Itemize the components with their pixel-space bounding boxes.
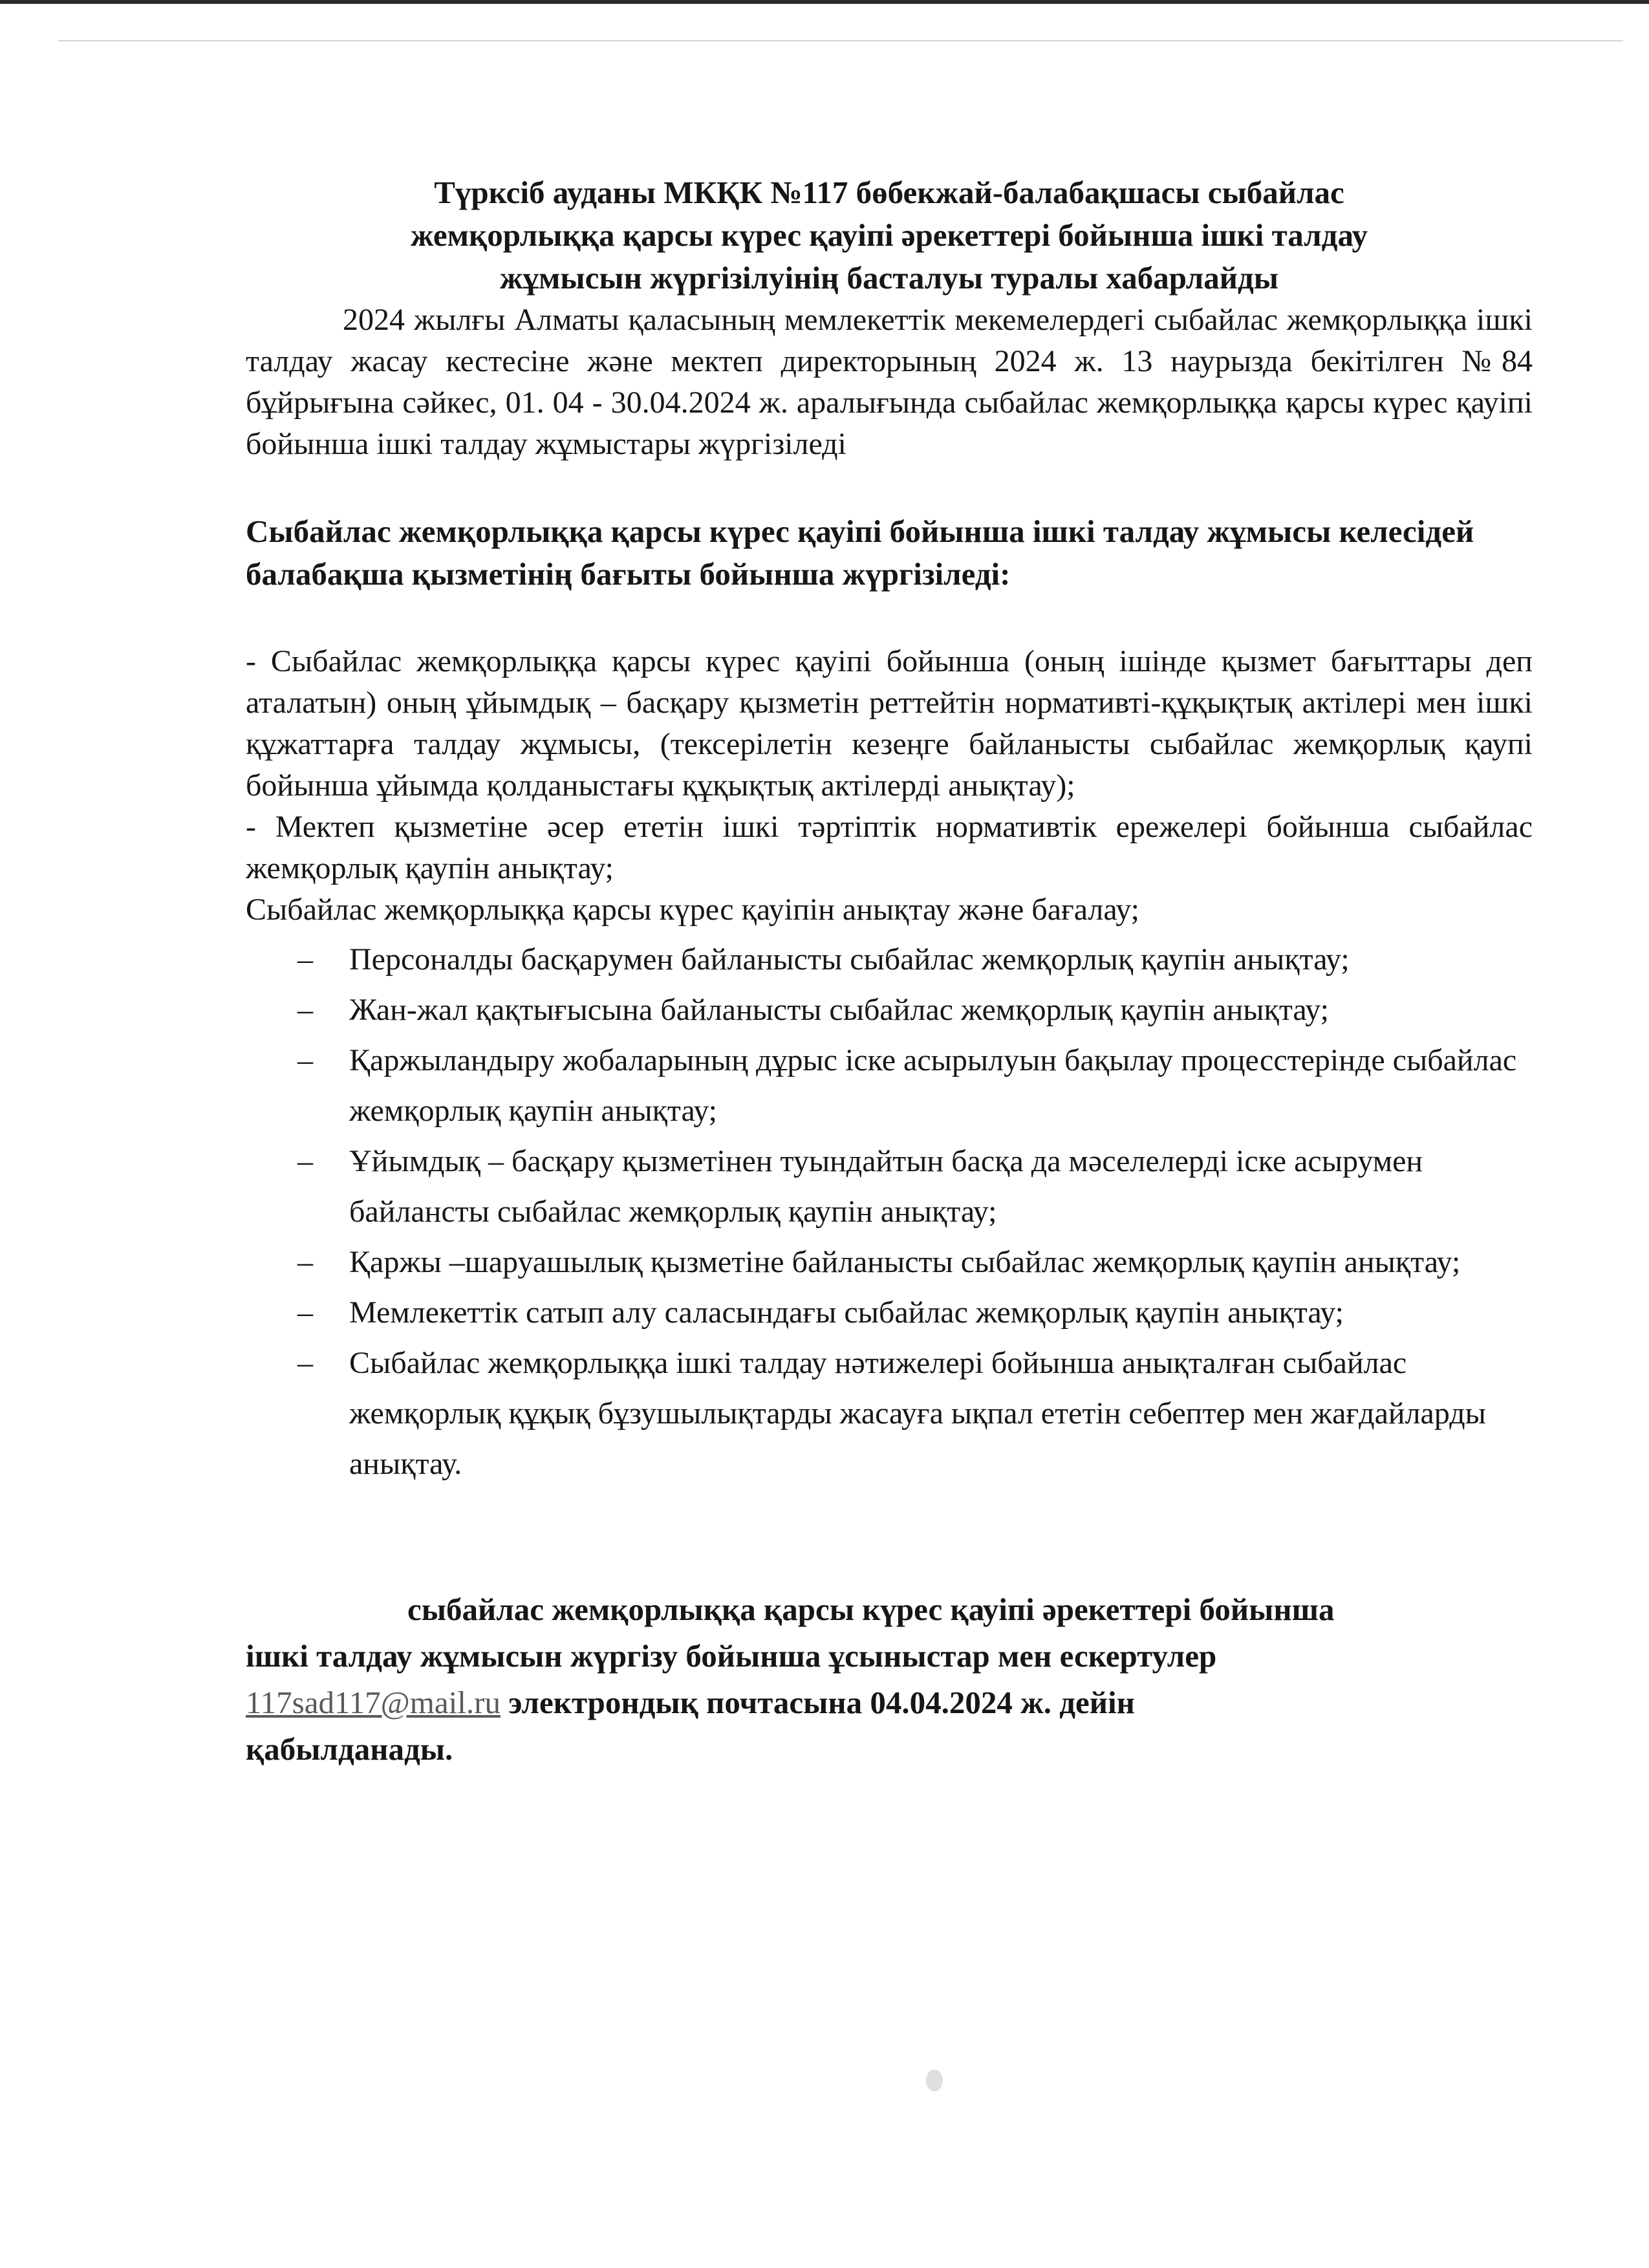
- risk-sub-list: [246, 934, 1533, 1489]
- analysis-item-1: - Сыбайлас жемқорлыққа қарсы күрес қауіпі бойынша (оның ішінде қызмет бағыттары деп аталатын) оның ұйымдық – басқару қызметін реттейтін нормативті-құқықтық актілері мен ішкі құжаттарға талдау жұмысы, (тексерілетін кезеңге байланысты сыбайлас жемқорлық қаупі бойынша ұйымда қолданыстағы құқықтық актілерді анықтау);: [246, 644, 1533, 803]
- title-line-3: жұмысын жүргізілуінің басталуы туралы хабарлайды: [499, 260, 1279, 296]
- dash-bullet: –: [297, 942, 313, 977]
- footer-line-4: қабылданады.: [246, 1731, 453, 1767]
- footer-line-2: ішкі талдау жұмысын жүргізу бойынша ұсыныстар мен ескертулер: [246, 1638, 1217, 1674]
- footer-notice: [246, 1586, 1533, 1773]
- analysis-items: [246, 641, 1533, 1489]
- sub-list-item: [297, 1136, 1533, 1237]
- intro-paragraph: 2024 жылғы Алматы қаласының мемлекеттік мекемелердегі сыбайлас жемқорлыққа ішкі талдау жасау кестесіне және мектеп директорының 2024 ж. 13 наурызда бекітілген №84 бұйрығына сәйкес, 01. 04 - 30.04.2024 ж. аралығында сыбайлас жемқорлыққа қарсы күрес қауіпі бойынша ішкі талдау жұмыстары жүргізіледі: [246, 303, 1533, 461]
- dash-bullet: –: [297, 993, 313, 1027]
- sub-list-item: [297, 985, 1533, 1035]
- scan-speck: [926, 2069, 943, 2091]
- analysis-item-3: Сыбайлас жемқорлыққа қарсы күрес қауіпін анықтау және бағалау;: [246, 892, 1139, 927]
- email-link[interactable]: 117sad117@mail.ru: [246, 1685, 501, 1720]
- sub-list-item: [297, 1035, 1533, 1136]
- footer-line-1: сыбайлас жемқорлыққа қарсы күрес қауіпі әрекеттері бойынша: [407, 1592, 1335, 1627]
- sub-item-text: Қаржы –шаруашылық қызметіне байланысты сыбайлас жемқорлық қаупін анықтау;: [349, 1245, 1461, 1279]
- section-heading: Сыбайлас жемқорлыққа қарсы күрес қауіпі бойынша ішкі талдау жұмысы келесідей балабақша қызметінің бағыты бойынша жүргізіледі:: [246, 513, 1474, 592]
- scan-line: [58, 40, 1623, 41]
- sub-item-text: Сыбайлас жемқорлыққа ішкі талдау нәтижелері бойынша анықталған сыбайлас жемқорлық құқық бұзушылықтарды жасауға ықпал ететін себептер мен жағдайларды анықтау.: [349, 1346, 1486, 1481]
- document-title: [246, 171, 1533, 299]
- sub-item-text: Мемлекеттік сатып алу саласындағы сыбайлас жемқорлық қаупін анықтау;: [349, 1295, 1344, 1330]
- title-line-2: жемқорлыққа қарсы күрес қауіпі әрекеттері бойынша ішкі талдау: [411, 217, 1368, 253]
- dash-bullet: –: [297, 1295, 313, 1330]
- scan-edge-top: [0, 0, 1649, 4]
- sub-list-item: [297, 1288, 1533, 1338]
- sub-list-item: [297, 1338, 1533, 1489]
- footer-line-3: электрондық почтасына 04.04.2024 ж. дейін: [500, 1685, 1135, 1720]
- sub-item-text: Ұйымдық – басқару қызметінен туындайтын басқа да мәселелерді іске асырумен байланcты сыбайлас жемқорлық қаупін анықтау;: [349, 1144, 1423, 1229]
- sub-item-text: Персоналды басқарумен байланысты сыбайлас жемқорлық қаупін анықтау;: [349, 942, 1350, 977]
- dash-bullet: –: [297, 1144, 313, 1178]
- sub-list-item: [297, 934, 1533, 985]
- title-line-1: Түрксіб ауданы МКҚК №117 бөбекжай-балабақшасы сыбайлас: [434, 175, 1344, 210]
- dash-bullet: –: [297, 1043, 313, 1077]
- dash-bullet: –: [297, 1346, 313, 1380]
- sub-item-text: Жан-жал қақтығысына байланысты сыбайлас жемқорлық қаупін анықтау;: [349, 993, 1329, 1027]
- analysis-item-2: - Мектеп қызметіне әсер ететін ішкі тәртіптік нормативтік ережелері бойынша сыбайлас жемқорлық қаупін анықтау;: [246, 810, 1533, 885]
- sub-list-item: [297, 1237, 1533, 1288]
- document-page: [246, 171, 1533, 1773]
- dash-bullet: –: [297, 1245, 313, 1279]
- sub-item-text: Қаржыландыру жобаларының дұрыс іске асырылуын бақылау процесстерінде сыбайлас жемқорлық қаупін анықтау;: [349, 1043, 1517, 1128]
